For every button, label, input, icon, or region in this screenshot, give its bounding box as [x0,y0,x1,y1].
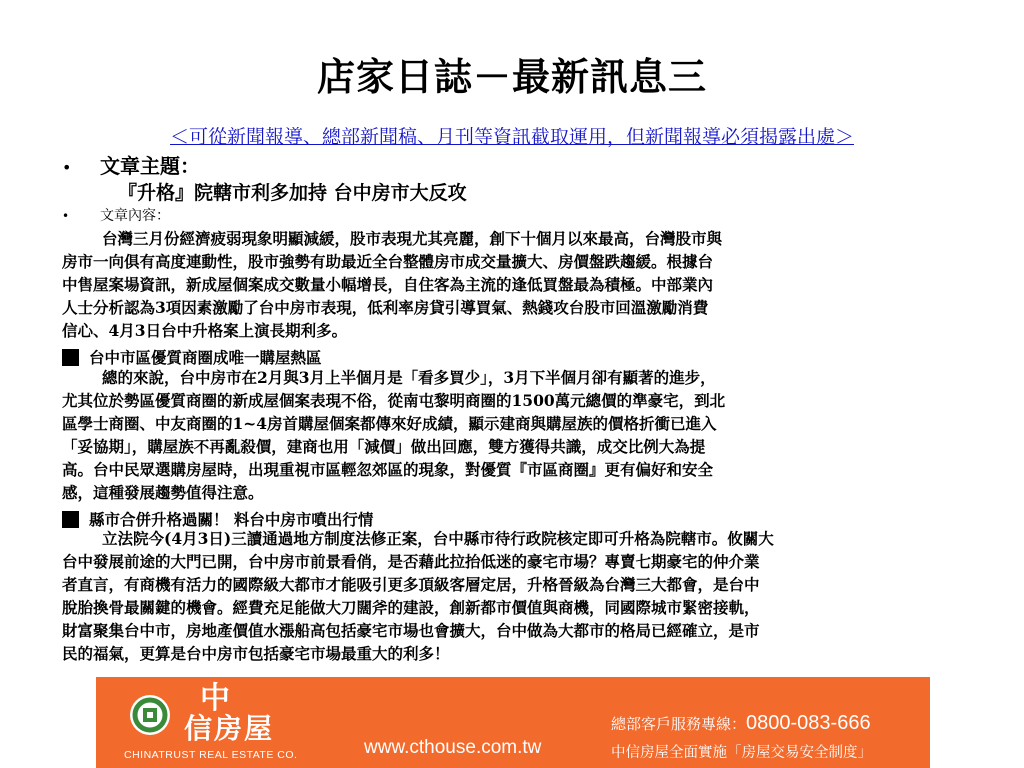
paragraph-line: 信心、4月3日台中升格案上演長期利多。 [62,321,348,340]
brand-name-line1: 中 [200,681,230,716]
paragraph-line: 總的來說，台中房市在2月與3月上半個月是「看多買少」，3月下半個月卻有顯著的進步， [102,368,716,387]
brand-name-line2: 信房屋 [184,712,275,745]
paragraph-line: 立法院今(4月3日)三讀通過地方制度法修正案，台中縣市待行政院核定即可升格為院轄市。攸關大 [102,529,774,548]
paragraph-line: 脫胎換骨最關鍵的機會。經費充足能做大刀闊斧的建設，創新都市價值與商機，同國際城市緊密接軌， [62,598,760,617]
paragraph-line: 民的福氣，更算是台中房市包括豪宅市場最重大的利多！ [62,644,450,663]
paragraph-line: 房市一向俱有高度連動性，股市強勢有助最近全台整體房市成交量擴大、房價盤跌趨緩。根據台 [62,252,714,271]
topic-row [62,150,200,179]
black-square-icon [62,511,79,528]
black-square-icon [62,349,79,366]
brand-name-en: CHINATRUST REAL ESTATE CO. [124,749,298,761]
paragraph-line: 中售屋案場資訊，新成屋個案成交數量小幅增長，自住客為主流的逢低買盤最為積極。中部業內 [62,275,714,294]
page-title: 店家日誌－最新訊息三 [316,55,707,99]
paragraph-line: 高。台中民眾選購房屋時，出現重視市區輕忽郊區的現象，對優質『市區商圈』更有偏好和安全 [62,460,714,479]
topic-bullet: • [62,158,72,177]
paragraph-line: 台灣三月份經濟疲弱現象明顯減緩，股市表現尤其亮麗，創下十個月以來最高，台灣股市與 [102,229,723,248]
policy-text: 中信房屋全面實施「房屋交易安全制度」 [611,745,872,761]
paragraph-line: 尤其位於勢區優質商圈的新成屋個案表現不俗，從南屯黎明商圈的1500萬元總價的準豪宅，到北 [62,391,726,410]
paragraph-line: 感，這種發展趨勢值得注意。 [62,483,264,502]
paragraph-line: 財富聚集台中市，房地產價值水漲船高包括豪宅市場也會擴大，台中做為大都市的格局已經確立，是市 [62,621,760,640]
paragraph-line: 「妥協期」，購屋族不再亂殺價，建商也用「減價」做出回應，雙方獲得共識，成交比例大為提 [62,437,706,456]
topic-label: 文章主題： [100,154,200,178]
hotline-number: 0800-083-666 [746,712,871,734]
paragraph-section-2 [62,527,774,665]
paragraph-line: 區學士商圈、中友商圈的1~4房首購屋個案都傳來好成績，顯示建商與購屋族的價格折衝已進入 [62,414,717,433]
website-link[interactable]: www.cthouse.com.tw [364,737,542,758]
section-heading-1 [62,346,322,368]
content-bullet: • [62,209,70,223]
section-heading-text: 縣市合併升格過關！ 料台中房市噴出行情 [89,510,374,529]
hotline-label: 總部客戶服務專線： [611,715,747,733]
brand-logo [120,677,298,768]
hotline [611,712,871,735]
paragraph-line: 台中發展前途的大門已開，台中房市前景看俏，是否藉此拉抬低迷的豪宅市場？專賣七期豪宅的仲介業 [62,552,760,571]
paragraph-section-1 [62,366,725,504]
chinatrust-logo-icon [128,693,172,737]
paragraph-line: 者直言，有商機有活力的國際級大都市才能吸引更多頂級客層定居，升格晉級為台灣三大都會，是台中 [62,575,760,594]
paragraph-line: 人士分析認為3項因素激勵了台中房市表現，低利率房貸引導買氣、熱錢攻台股市回溫激勵消費 [62,298,709,317]
content-row [62,205,170,225]
article-headline: 『升格』院轄市利多加持 台中房市大反攻 [118,182,467,204]
brand-banner [96,677,930,768]
content-label: 文章內容： [100,208,170,224]
paragraph-intro [62,227,722,342]
section-heading-text: 台中市區優質商圈成唯一購屋熱區 [89,348,322,367]
source-notice: ＜可從新聞報導、總部新聞稿、月刊等資訊截取運用，但新聞報導必須揭露出處＞ [169,126,854,148]
